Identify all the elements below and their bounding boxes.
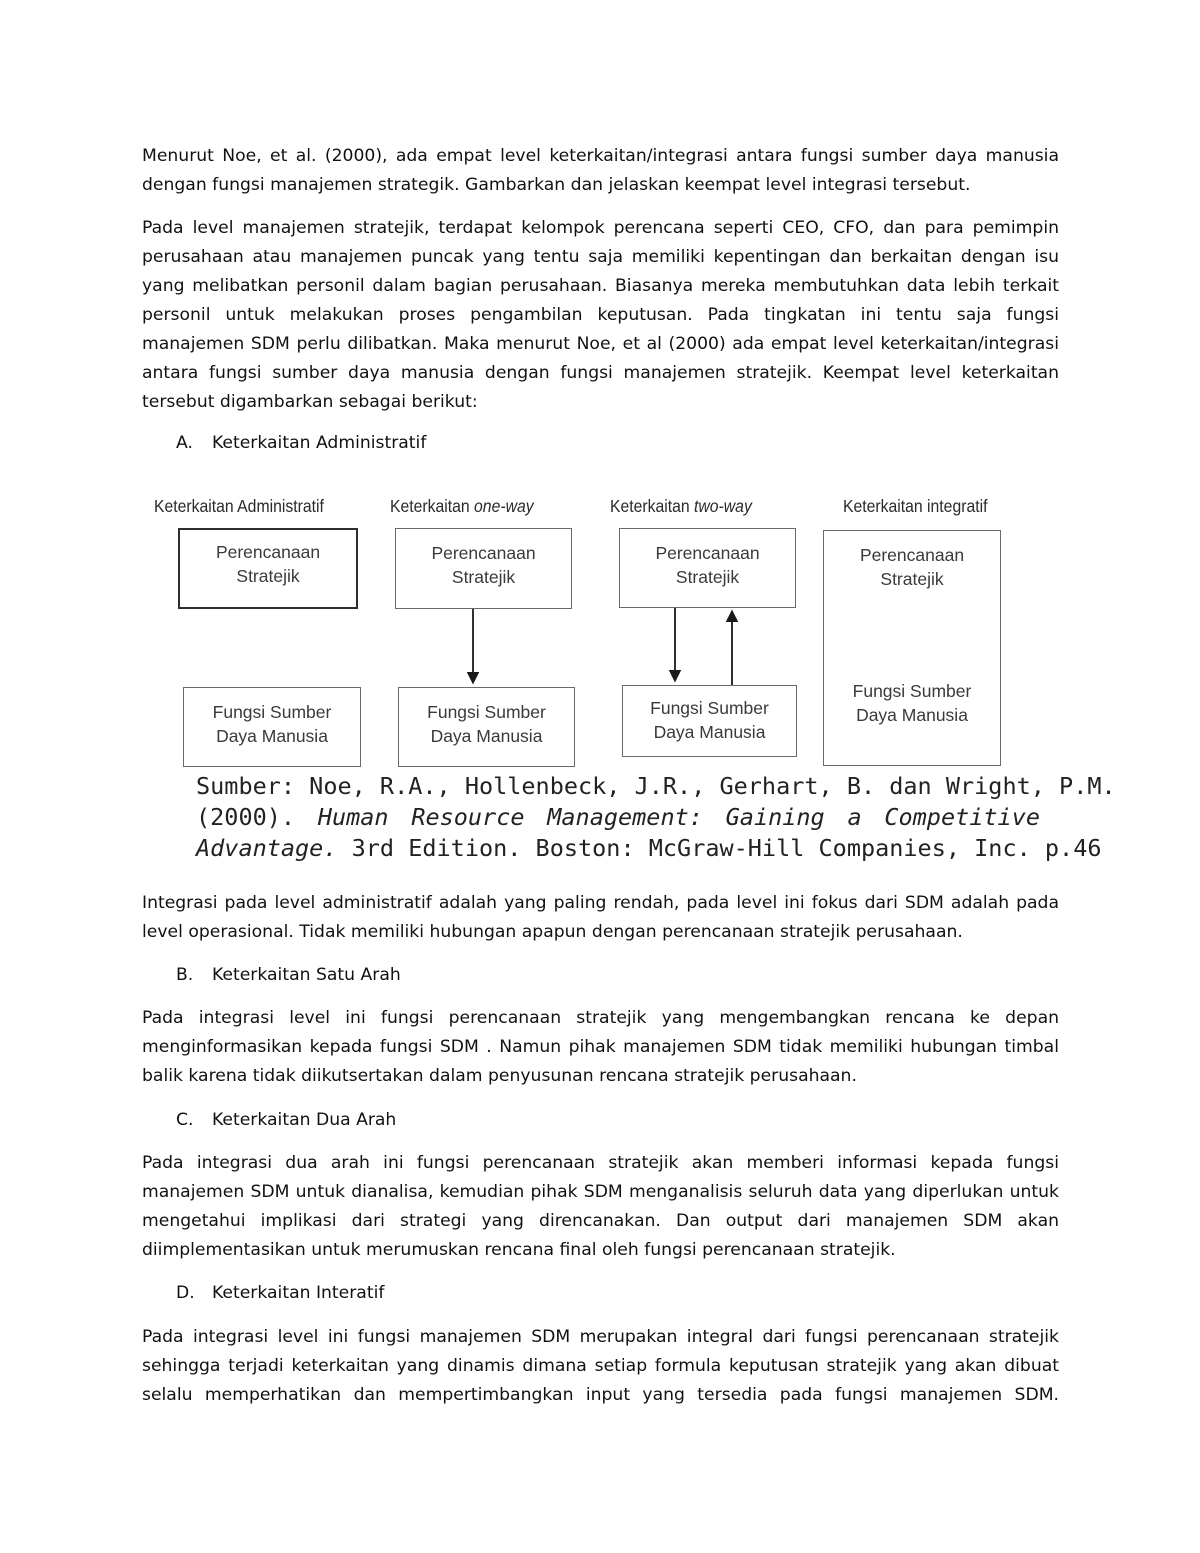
- figure-title-integrative: Keterkaitan integratif: [843, 496, 988, 516]
- hr-function-box-two-way: Fungsi Sumber Daya Manusia: [622, 685, 797, 757]
- figure-title-administrative: Keterkaitan Administratif: [154, 496, 324, 516]
- section-heading-b: [176, 961, 401, 990]
- strategic-planning-label-integrative: Perencanaan: [859, 545, 965, 565]
- hr-function-box-one-way: Fungsi Sumber Daya Manusia: [398, 687, 575, 767]
- section-title: Keterkaitan Satu Arah: [212, 965, 401, 985]
- hr-function-label-integrative: Fungsi Sumber: [852, 681, 972, 701]
- intro-paragraph: Pada level manajemen stratejik, terdapat kelompok perencana seperti CEO, CFO, dan para pemimpin perusahaan atau manajemen puncak yang tentu saja memiliki kepentingan dan berkaitan dengan isu yang melibatkan personil dalam bagian perusahaan. Biasanya mereka membutuhkan data lebih terkait personil untuk melakukan proses pengambilan keputusan. Pada tingkatan ini tentu saja fungsi manajemen SDM perlu dilibatkan. Maka menurut Noe, et al (2000) ada empat level keterkaitan/integrasi antara fungsi sumber daya manusia dengan fungsi manajemen stratejik. Keempat level keterkaitan tersebut digambarkan sebagai berikut:: [142, 218, 1059, 412]
- section-heading-c: [176, 1106, 396, 1135]
- section-letter: C.: [176, 1110, 194, 1130]
- section-letter: A.: [176, 433, 193, 453]
- section-letter: B.: [176, 965, 194, 985]
- section-b-paragraph: Pada integrasi level ini fungsi perencanaan stratejik yang mengembangkan rencana ke depan menginformasikan kepada fungsi SDM . Namun pihak manajemen SDM tidak memiliki hubungan timbal balik karena tidak diikutsertakan dalam penyusunan rencana stratejik perusahaan.: [142, 1008, 1059, 1086]
- source-line-3: Advantage. 3rd Edition. Boston: McGraw-Hill Companies, Inc. p.46: [196, 834, 1102, 862]
- section-title: Keterkaitan Interatif: [212, 1283, 385, 1303]
- figure-source-citation: [196, 771, 1116, 864]
- section-a-paragraph: Integrasi pada level administratif adalah yang paling rendah, pada level ini fokus dari SDM adalah pada level operasional. Tidak memiliki hubungan apapun dengan perencanaan stratejik perusahaan.: [142, 893, 1059, 942]
- integration-levels-figure: [140, 488, 1116, 873]
- hr-function-box-administrative: Fungsi Sumber Daya Manusia: [183, 687, 361, 767]
- figure-title-one-way: Keterkaitan one-way: [390, 496, 534, 516]
- section-title: Keterkaitan Dua Arah: [212, 1110, 397, 1130]
- section-heading-a: [176, 429, 426, 458]
- figure-title-two-way: Keterkaitan two-way: [610, 496, 752, 516]
- section-heading-d: [176, 1279, 384, 1308]
- integrative-combined-box: Perencanaan Stratejik Fungsi Sumber Daya Manusia: [823, 530, 1001, 766]
- figure-arrows: [140, 488, 1060, 778]
- section-title: Keterkaitan Administratif: [212, 433, 427, 453]
- section-letter: D.: [176, 1283, 195, 1303]
- source-line-1: Sumber: Noe, R.A., Hollenbeck, J.R., Gerhart, B. dan Wright, P.M.: [196, 772, 1116, 800]
- strategic-planning-box-administrative: Perencanaan Stratejik: [178, 528, 358, 609]
- question-paragraph: Menurut Noe, et al. (2000), ada empat level keterkaitan/integrasi antara fungsi sumber daya manusia dengan fungsi manajemen strategik. Gambarkan dan jelaskan keempat level integrasi tersebut.: [142, 146, 1059, 195]
- section-c-paragraph: Pada integrasi dua arah ini fungsi perencanaan stratejik akan memberi informasi kepada fungsi manajemen SDM untuk dianalisa, kemudian pihak SDM menganalisis seluruh data yang diperlukan untuk mengetahui implikasi dari strategi yang direncanakan. Dan output dari manajemen SDM akan diimplementasikan untuk merumuskan rencana final oleh fungsi perencanaan stratejik.: [142, 1153, 1059, 1260]
- source-line-2: (2000). Human Resource Management: Gaining a Competitive: [196, 803, 1040, 831]
- section-d-paragraph: Pada integrasi level ini fungsi manajemen SDM merupakan integral dari fungsi perencanaan stratejik sehingga terjadi keterkaitan yang dinamis dimana setiap formula keputusan stratejik yang akan dibuat selalu memperhatikan dan mempertimbangkan input yang tersedia pada fungsi manajemen SDM.: [142, 1327, 1059, 1405]
- strategic-planning-box-two-way: Perencanaan Stratejik: [619, 528, 796, 608]
- strategic-planning-box-one-way: Perencanaan Stratejik: [395, 528, 572, 609]
